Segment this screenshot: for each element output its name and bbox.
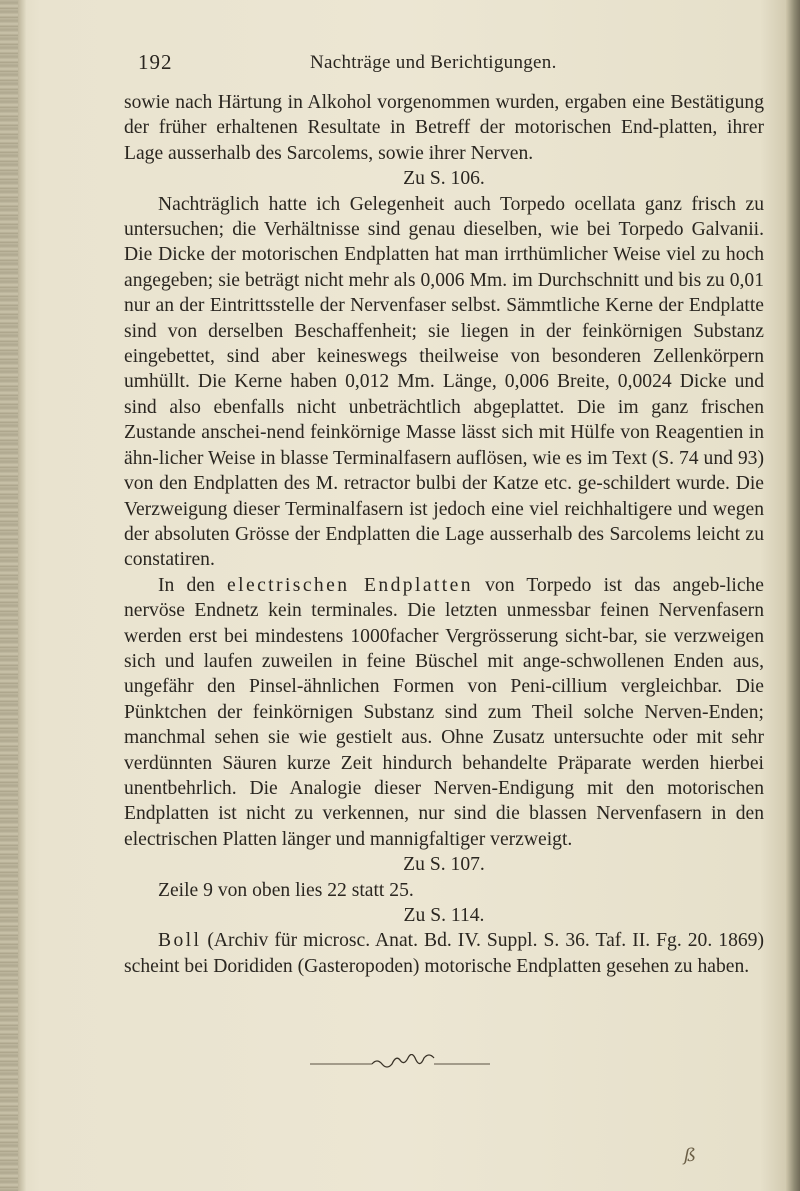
body-text bbox=[124, 90, 764, 979]
paragraph-boll bbox=[124, 928, 764, 979]
page-edge-shadow bbox=[786, 0, 800, 1191]
section-heading-s114: Zu S. 114. bbox=[403, 905, 485, 926]
paragraph-continuation: sowie nach Härtung in Alkohol vorgenommen wurden, ergaben eine Bestätigung der früher erhaltenen Resultate in Betreff der motorischen End-platten, ihrer Lage ausserhalb des Sarcolems, sowie ihrer Nerven. bbox=[124, 92, 764, 164]
author-name: Boll bbox=[158, 930, 202, 952]
binding-shadow bbox=[18, 0, 26, 1191]
erratum-line: Zeile 9 von oben lies 22 statt 25. bbox=[158, 879, 414, 901]
paragraph-rest: von Torpedo ist das angeb-liche nervöse Endnetz kein terminales. Die letzten unmessbar feinen Nervenfasern werden erst bei mindestens 1000facher Vergrösserung sicht-bar, sie verzweigen sich und laufen zuweilen in feine Büschel mit ange-schwollenen Enden aus, ungefähr den Pinsel-ähnlichen Formen von Peni-cillium vergleichbar. Die Pünktchen der feinkörnigen Substanz sind zum Theil solche Nerven-Enden; manchmal sehen sie wie gestielt aus. Ohne Zusatz untersuchte oder mit sehr verdünnten Säuren kurze Zeit hindurch behandelte Präparate werden hierbei unentbehrlich. Die Analogie dieser Nerven-Endigung mit den motorischen Endplatten ist nicht zu verkennen, nur sind die blassen Nervenfasern in den electrischen Platten länger und mannigfaltiger verzweigt. bbox=[124, 574, 765, 850]
paragraph-rest: (Archiv für microsc. Anat. Bd. IV. Suppl. S. 36. Taf. II. Fg. 20. 1869) scheint bei Dorididen (Gasteropoden) motorische Endplatten gesehen zu haben. bbox=[124, 930, 764, 977]
section-heading-s106: Zu S. 106. bbox=[403, 168, 485, 190]
paragraph-lead: In den bbox=[158, 574, 215, 596]
ornament-divider bbox=[300, 1054, 500, 1074]
library-mark: ß bbox=[684, 1145, 697, 1166]
page-number: 192 bbox=[138, 50, 173, 74]
running-header bbox=[138, 50, 778, 76]
paragraph-electric-plates bbox=[124, 573, 764, 852]
running-title: Nachträge und Berichtigungen. bbox=[310, 52, 557, 73]
section-heading-s107: Zu S. 107. bbox=[403, 854, 485, 876]
emphasized-term: electrischen Endplatten bbox=[227, 574, 473, 596]
paragraph-torpedo-ocellata: Nachträglich hatte ich Gelegenheit auch Torpedo ocellata ganz frisch zu untersuchen; die Verhältnisse sind genau dieselben, wie bei Torpedo Galvanii. Die Dicke der motorischen Endplatten hat man irrthümlicher Weise viel zu hoch angegeben; sie beträgt nicht mehr als 0,006 Mm. im Durchschnitt und bis zu 0,01 nur an der Eintrittsstelle der Nervenfaser selbst. Sämmtliche Kerne der Endplatte sind von derselben Beschaffenheit; sie liegen in der feinkörnigen Substanz eingebettet, sind aber keineswegs theilweise von besonderen Zellenkörpern umhüllt. Die Kerne haben 0,012 Mm. Länge, 0,006 Breite, 0,0024 Dicke und sind also ebenfalls nicht unbeträchtlich abgeplattet. Die im ganz frischen Zustande anschei-nend feinkörnige Masse lässt sich mit Hülfe von Reagentien in ähn-licher Weise in blasse Terminalfasern auflösen, wie es im Text (S. 74 und 93) von den Endplatten des M. retractor bulbi der Katze etc. ge-schildert wurde. Die Verzweigung dieser Terminalfasern ist jedoch eine viel reichhaltigere und wegen der absoluten Grösse der Endplatten die Lage ausserhalb des Sarcolems leicht zu constatiren. bbox=[124, 193, 764, 571]
book-binding-edge bbox=[0, 0, 18, 1191]
